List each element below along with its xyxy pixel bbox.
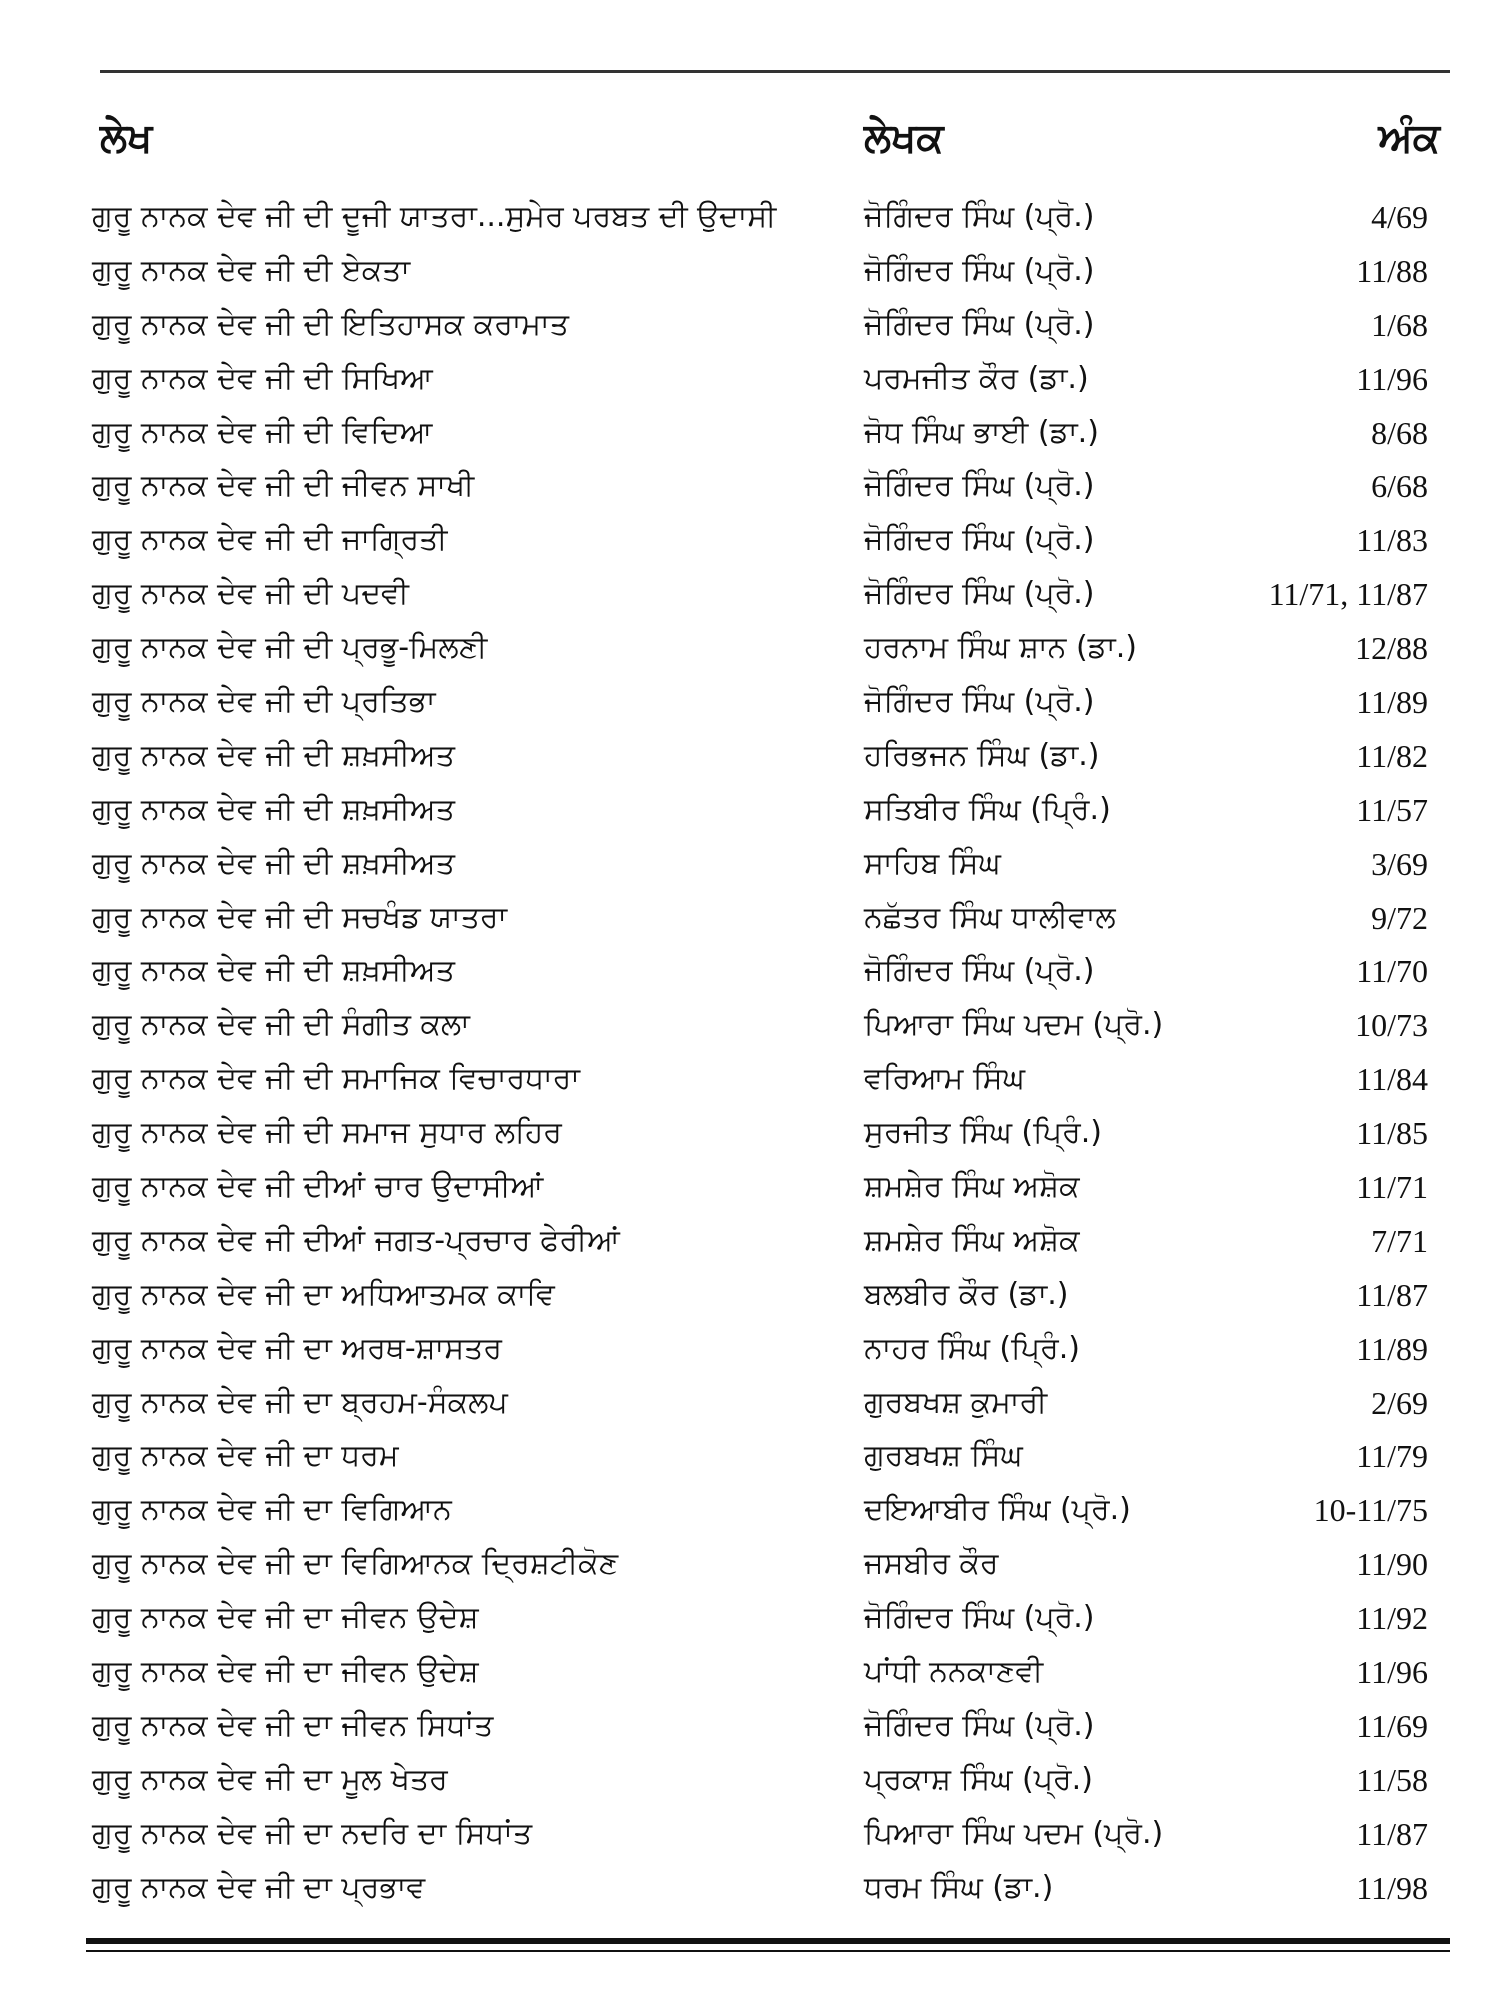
article-title: ਗੁਰੂ ਨਾਨਕ ਦੇਵ ਜੀ ਦੀ ਵਿਦਿਆ (92, 414, 433, 450)
article-author: ਸੁਰਜੀਤ ਸਿੰਘ (ਪ੍ਰਿੰ.) (864, 1115, 1102, 1151)
article-author: ਜਸਬੀਰ ਕੌਰ (864, 1546, 999, 1582)
table-row (0, 406, 1500, 460)
article-title: ਗੁਰੂ ਨਾਨਕ ਦੇਵ ਜੀ ਦੀ ਸਮਾਜ ਸੁਧਾਰ ਲਹਿਰ (92, 1115, 562, 1151)
article-title: ਗੁਰੂ ਨਾਨਕ ਦੇਵ ਜੀ ਦਾ ਜੀਵਨ ਸਿਧਾਂਤ (92, 1707, 494, 1743)
table-row (0, 1645, 1500, 1699)
article-title: ਗੁਰੂ ਨਾਨਕ ਦੇਵ ਜੀ ਦੀਆਂ ਜਗਤ-ਪ੍ਰਚਾਰ ਫੇਰੀਆਂ (92, 1222, 620, 1258)
column-header-title: ਲੇਖ (100, 115, 153, 161)
article-author: ਪ੍ਰਕਾਸ਼ ਸਿੰਘ (ਪ੍ਰੋ.) (864, 1761, 1093, 1797)
article-author: ਸਾਹਿਬ ਸਿੰਘ (864, 845, 1001, 881)
article-title: ਗੁਰੂ ਨਾਨਕ ਦੇਵ ਜੀ ਦੀ ਸ਼ਖ਼ਸੀਅਤ (92, 737, 455, 773)
article-title: ਗੁਰੂ ਨਾਨਕ ਦੇਵ ਜੀ ਦੀ ਸਮਾਜਿਕ ਵਿਚਾਰਧਾਰਾ (92, 1061, 580, 1097)
article-author: ਪਾਂਧੀ ਨਨਕਾਣਵੀ (864, 1654, 1044, 1690)
table-row (0, 1753, 1500, 1807)
article-title: ਗੁਰੂ ਨਾਨਕ ਦੇਵ ਜੀ ਦੀ ਪ੍ਰਤਿਭਾ (92, 684, 436, 720)
bottom-rule-thick (86, 1938, 1450, 1944)
article-issue: 11/90 (1356, 1546, 1428, 1583)
article-issue: 8/68 (1371, 414, 1428, 451)
table-row (0, 1537, 1500, 1591)
article-author: ਸ਼ਮਸ਼ੇਰ ਸਿੰਘ ਅਸ਼ੋਕ (864, 1169, 1080, 1205)
article-author: ਨਾਹਰ ਸਿੰਘ (ਪ੍ਰਿੰ.) (864, 1330, 1080, 1366)
article-issue: 10-11/75 (1313, 1492, 1428, 1529)
article-issue: 11/89 (1356, 1330, 1428, 1367)
article-title: ਗੁਰੂ ਨਾਨਕ ਦੇਵ ਜੀ ਦਾ ਮੂਲ ਖੇਤਰ (92, 1761, 448, 1797)
article-author: ਹਰਨਾਮ ਸਿੰਘ ਸ਼ਾਨ (ਡਾ.) (864, 630, 1137, 666)
article-author: ਬਲਬੀਰ ਕੌਰ (ਡਾ.) (864, 1276, 1069, 1312)
article-issue: 11/96 (1356, 1654, 1428, 1691)
article-issue: 11/96 (1356, 360, 1428, 397)
article-issue: 1/68 (1371, 306, 1428, 343)
article-author: ਹਰਿਭਜਨ ਸਿੰਘ (ਡਾ.) (864, 737, 1100, 773)
article-author: ਸਤਿਬੀਰ ਸਿੰਘ (ਪ੍ਰਿੰ.) (864, 791, 1111, 827)
article-title: ਗੁਰੂ ਨਾਨਕ ਦੇਵ ਜੀ ਦੀ ਜਾਗ੍ਰਿਤੀ (92, 522, 448, 558)
article-author: ਵਰਿਆਮ ਸਿੰਘ (864, 1061, 1025, 1097)
table-row (0, 837, 1500, 891)
table-row (0, 567, 1500, 621)
article-title: ਗੁਰੂ ਨਾਨਕ ਦੇਵ ਜੀ ਦਾ ਬ੍ਰਹਮ-ਸੰਕਲਪ (92, 1384, 508, 1420)
table-row (0, 621, 1500, 675)
article-issue: 11/71 (1356, 1169, 1428, 1206)
table-row (0, 1429, 1500, 1483)
article-issue: 12/88 (1355, 630, 1428, 667)
table-row (0, 190, 1500, 244)
table-header (0, 108, 1500, 168)
article-author: ਜੋਗਿੰਦਰ ਸਿੰਘ (ਪ੍ਰੋ.) (864, 522, 1095, 558)
table-row (0, 783, 1500, 837)
table-row (0, 1214, 1500, 1268)
article-author: ਜੋਗਿੰਦਰ ਸਿੰਘ (ਪ੍ਰੋ.) (864, 1707, 1095, 1743)
article-author: ਜੋਗਿੰਦਰ ਸਿੰਘ (ਪ੍ਰੋ.) (864, 199, 1095, 234)
table-row (0, 1268, 1500, 1322)
table-row (0, 998, 1500, 1052)
article-title: ਗੁਰੂ ਨਾਨਕ ਦੇਵ ਜੀ ਦਾ ਅਧਿਆਤਮਕ ਕਾਵਿ (92, 1276, 555, 1312)
article-author: ਜੋਗਿੰਦਰ ਸਿੰਘ (ਪ੍ਰੋ.) (864, 576, 1095, 612)
article-title: ਗੁਰੂ ਨਾਨਕ ਦੇਵ ਜੀ ਦਾ ਜੀਵਨ ਉਦੇਸ਼ (92, 1600, 479, 1636)
article-author: ਗੁਰਬਖਸ਼ ਸਿੰਘ (864, 1438, 1023, 1474)
article-author: ਨਛੱਤਰ ਸਿੰਘ ਧਾਲੀਵਾਲ (864, 899, 1116, 935)
article-issue: 11/71, 11/87 (1268, 576, 1428, 613)
article-issue: 11/83 (1356, 522, 1428, 559)
article-title: ਗੁਰੂ ਨਾਨਕ ਦੇਵ ਜੀ ਦੀ ਪ੍ਰਭੂ-ਮਿਲਣੀ (92, 630, 488, 666)
table-row (0, 675, 1500, 729)
table-row (0, 244, 1500, 298)
article-issue: 11/70 (1356, 953, 1428, 990)
article-issue: 2/69 (1371, 1384, 1428, 1421)
table-row (0, 352, 1500, 406)
table-row (0, 1807, 1500, 1861)
article-author: ਦਇਆਬੀਰ ਸਿੰਘ (ਪ੍ਰੋ.) (864, 1492, 1131, 1528)
article-issue: 11/82 (1356, 737, 1428, 774)
article-author: ਜੋਧ ਸਿੰਘ ਭਾਈ (ਡਾ.) (864, 414, 1099, 450)
article-issue: 11/58 (1356, 1761, 1428, 1798)
top-rule (100, 70, 1450, 73)
article-title: ਗੁਰੂ ਨਾਨਕ ਦੇਵ ਜੀ ਦੀ ਇਤਿਹਾਸਕ ਕਰਾਮਾਤ (92, 306, 569, 342)
article-issue: 11/69 (1356, 1707, 1428, 1744)
article-author: ਧਰਮ ਸਿੰਘ (ਡਾ.) (864, 1869, 1054, 1905)
article-author: ਜੋਗਿੰਦਰ ਸਿੰਘ (ਪ੍ਰੋ.) (864, 684, 1095, 720)
article-title: ਗੁਰੂ ਨਾਨਕ ਦੇਵ ਜੀ ਦਾ ਧਰਮ (92, 1438, 399, 1474)
article-issue: 11/79 (1356, 1438, 1428, 1475)
article-title: ਗੁਰੂ ਨਾਨਕ ਦੇਵ ਜੀ ਦੀ ਸ਼ਖ਼ਸੀਅਤ (92, 791, 455, 827)
table-row (0, 891, 1500, 945)
article-issue: 11/85 (1356, 1115, 1428, 1152)
table-row (0, 298, 1500, 352)
column-header-author: ਲੇਖਕ (864, 115, 944, 161)
article-author: ਪਰਮਜੀਤ ਕੌਰ (ਡਾ.) (864, 360, 1089, 396)
article-issue: 9/72 (1371, 899, 1428, 936)
table-row (0, 1106, 1500, 1160)
article-issue: 7/71 (1371, 1222, 1428, 1259)
table-row (0, 1322, 1500, 1376)
table-row (0, 513, 1500, 567)
article-issue: 10/73 (1355, 1007, 1428, 1044)
article-title: ਗੁਰੂ ਨਾਨਕ ਦੇਵ ਜੀ ਦਾ ਵਿਗਿਆਨਕ ਦ੍ਰਿਸ਼ਟੀਕੋਣ (92, 1546, 619, 1582)
article-author: ਪਿਆਰਾ ਸਿੰਘ ਪਦਮ (ਪ੍ਰੋ.) (864, 1007, 1164, 1043)
article-title: ਗੁਰੂ ਨਾਨਕ ਦੇਵ ਜੀ ਦੀ ਏਕਤਾ (92, 252, 411, 288)
table-row (0, 1591, 1500, 1645)
article-issue: 6/68 (1371, 468, 1428, 505)
table-row (0, 1376, 1500, 1430)
article-issue: 11/92 (1356, 1600, 1428, 1637)
article-title: ਗੁਰੂ ਨਾਨਕ ਦੇਵ ਜੀ ਦਾ ਨਦਰਿ ਦਾ ਸਿਧਾਂਤ (92, 1815, 533, 1851)
article-title: ਗੁਰੂ ਨਾਨਕ ਦੇਵ ਜੀ ਦੀ ਸਚਖੰਡ ਯਾਤਰਾ (92, 899, 508, 935)
article-issue: 11/89 (1356, 684, 1428, 721)
article-issue: 11/87 (1356, 1815, 1428, 1852)
article-title: ਗੁਰੂ ਨਾਨਕ ਦੇਵ ਜੀ ਦੀਆਂ ਚਾਰ ਉਦਾਸੀਆਂ (92, 1169, 544, 1205)
article-issue: 11/98 (1356, 1869, 1428, 1906)
table-row (0, 944, 1500, 998)
table-row (0, 1052, 1500, 1106)
article-list (0, 190, 1500, 1915)
article-issue: 11/88 (1356, 252, 1428, 289)
article-author: ਜੋਗਿੰਦਰ ਸਿੰਘ (ਪ੍ਰੋ.) (864, 306, 1095, 342)
article-author: ਸ਼ਮਸ਼ੇਰ ਸਿੰਘ ਅਸ਼ੋਕ (864, 1222, 1080, 1258)
article-author: ਜੋਗਿੰਦਰ ਸਿੰਘ (ਪ੍ਰੋ.) (864, 252, 1095, 288)
article-title: ਗੁਰੂ ਨਾਨਕ ਦੇਵ ਜੀ ਦੀ ਸ਼ਖ਼ਸੀਅਤ (92, 845, 455, 881)
article-title: ਗੁਰੂ ਨਾਨਕ ਦੇਵ ਜੀ ਦੀ ਦੂਜੀ ਯਾਤਰਾ...ਸੁਮੇਰ ਪਰਬਤ ਦੀ ਉਦਾਸੀ (92, 199, 777, 234)
article-title: ਗੁਰੂ ਨਾਨਕ ਦੇਵ ਜੀ ਦੀ ਜੀਵਨ ਸਾਖੀ (92, 468, 475, 504)
article-issue: 11/87 (1356, 1276, 1428, 1313)
table-row (0, 459, 1500, 513)
column-header-issue: ਅੰਕ (1378, 115, 1440, 161)
article-title: ਗੁਰੂ ਨਾਨਕ ਦੇਵ ਜੀ ਦਾ ਵਿਗਿਆਨ (92, 1492, 452, 1528)
table-row (0, 729, 1500, 783)
bottom-rule-thin (86, 1950, 1450, 1952)
article-author: ਪਿਆਰਾ ਸਿੰਘ ਪਦਮ (ਪ੍ਰੋ.) (864, 1815, 1164, 1851)
article-title: ਗੁਰੂ ਨਾਨਕ ਦੇਵ ਜੀ ਦੀ ਪਦਵੀ (92, 576, 409, 612)
article-author: ਜੋਗਿੰਦਰ ਸਿੰਘ (ਪ੍ਰੋ.) (864, 953, 1095, 989)
article-issue: 11/84 (1356, 1061, 1428, 1098)
table-row (0, 1861, 1500, 1915)
article-author: ਜੋਗਿੰਦਰ ਸਿੰਘ (ਪ੍ਰੋ.) (864, 1600, 1095, 1636)
table-row (0, 1160, 1500, 1214)
table-row (0, 1699, 1500, 1753)
article-title: ਗੁਰੂ ਨਾਨਕ ਦੇਵ ਜੀ ਦਾ ਜੀਵਨ ਉਦੇਸ਼ (92, 1654, 479, 1690)
article-title: ਗੁਰੂ ਨਾਨਕ ਦੇਵ ਜੀ ਦਾ ਅਰਥ-ਸ਼ਾਸਤਰ (92, 1330, 502, 1366)
article-title: ਗੁਰੂ ਨਾਨਕ ਦੇਵ ਜੀ ਦੀ ਸ਼ਖ਼ਸੀਅਤ (92, 953, 455, 989)
article-author: ਗੁਰਬਖਸ਼ ਕੁਮਾਰੀ (864, 1384, 1048, 1420)
article-title: ਗੁਰੂ ਨਾਨਕ ਦੇਵ ਜੀ ਦੀ ਸਿਖਿਆ (92, 360, 433, 396)
article-author: ਜੋਗਿੰਦਰ ਸਿੰਘ (ਪ੍ਰੋ.) (864, 468, 1095, 504)
article-issue: 11/57 (1356, 791, 1428, 828)
article-title: ਗੁਰੂ ਨਾਨਕ ਦੇਵ ਜੀ ਦਾ ਪ੍ਰਭਾਵ (92, 1869, 426, 1905)
article-title: ਗੁਰੂ ਨਾਨਕ ਦੇਵ ਜੀ ਦੀ ਸੰਗੀਤ ਕਲਾ (92, 1007, 470, 1043)
table-row (0, 1483, 1500, 1537)
article-issue: 3/69 (1371, 845, 1428, 882)
article-issue: 4/69 (1371, 199, 1428, 235)
